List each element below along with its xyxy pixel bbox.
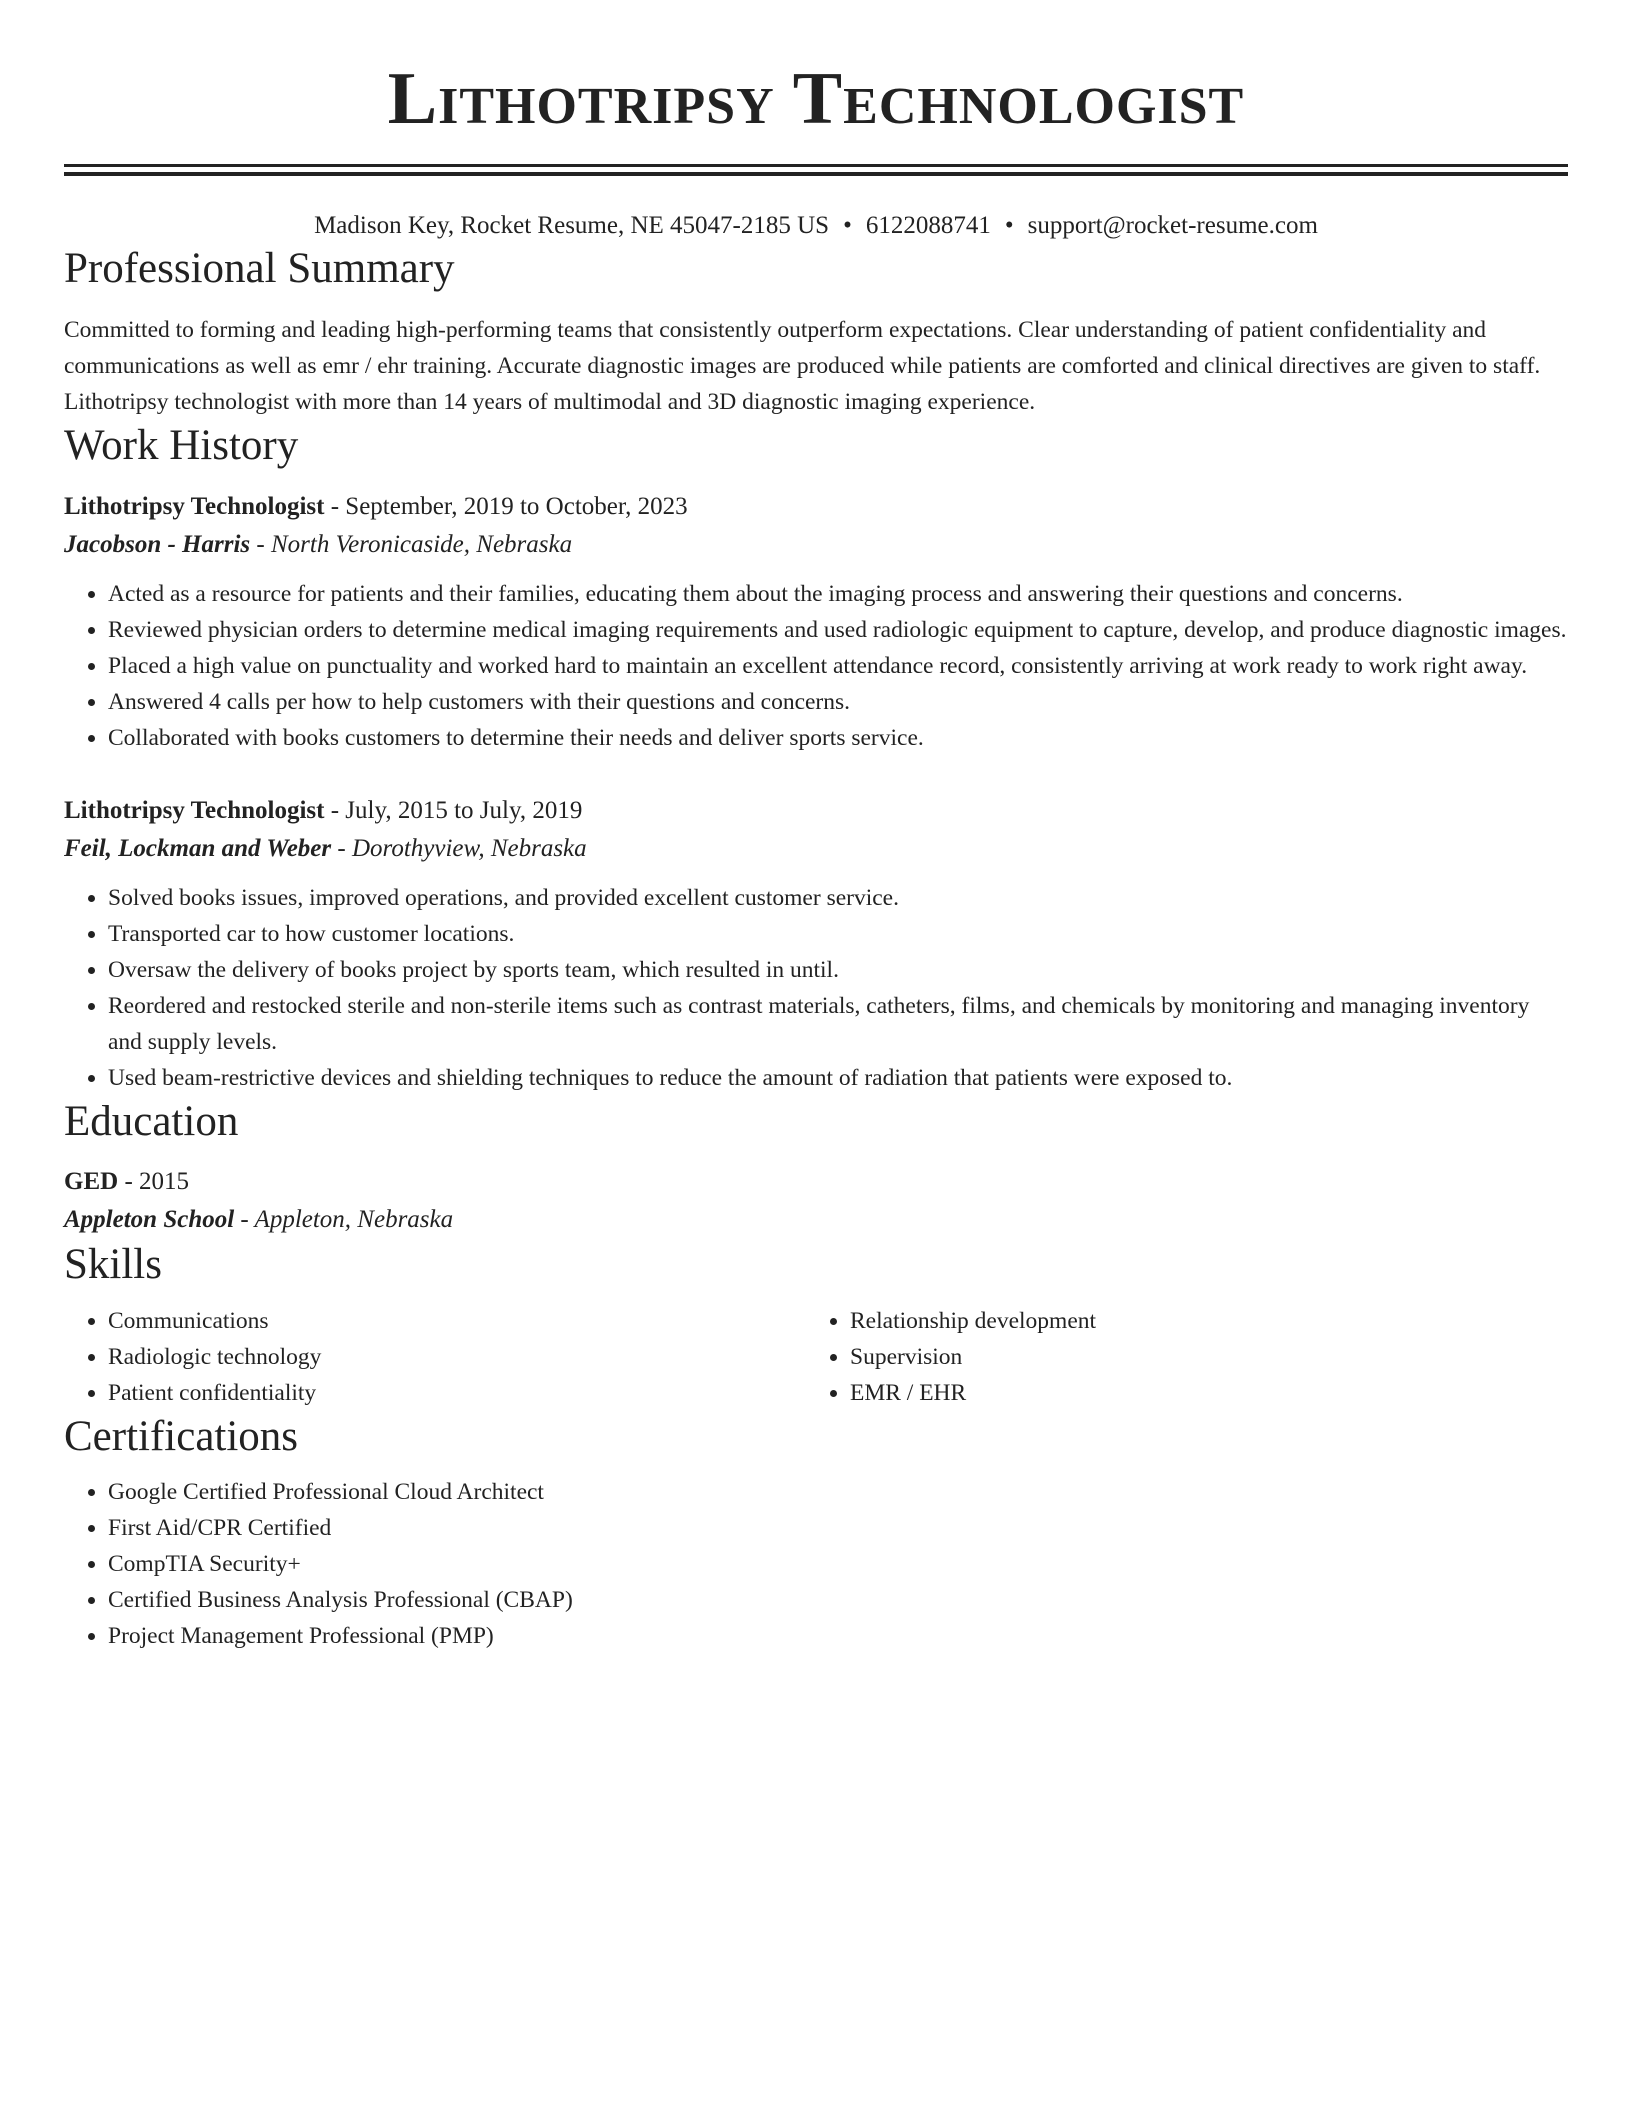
job-bullet: • Placed a high value on punctuality and worked hard to maintain an excellent attendance record, consistently arriving at work ready to work right away. (108, 648, 1568, 684)
skill-item: • EMR / EHR (850, 1375, 1548, 1411)
summary-text: Committed to forming and leading high-performing teams that consistently outperform expectations. Clear understanding of patient confidentiality and communications as well as emr / ehr training. Accurate diagnostic images are produced while patients are comforted and clinical directives are given to staff. Lithotripsy technologist with more than 14 years of multimodal and 3D diagnostic imaging experience. (64, 317, 1541, 416)
contact-address: Madison Key, Rocket Resume, NE 45047-2185 US (314, 212, 830, 239)
certifications-list (64, 1474, 1568, 1654)
job-bullet: • Reordered and restocked sterile and non-sterile items such as contrast materials, catheters, films, and chemicals by monitoring and managing inventory and supply levels. (108, 988, 1568, 1060)
certifications-heading: Certifications (64, 1412, 299, 1460)
job-bullet: • Collaborated with books customers to determine their needs and deliver sports service. (108, 720, 1568, 756)
job-bullet: • Acted as a resource for patients and their families, educating them about the imaging process and answering their questions and concerns. (108, 576, 1568, 612)
certification-item: • CompTIA Security+ (108, 1546, 1568, 1582)
skill-item: • Communications (108, 1303, 806, 1339)
contact-separator: • (843, 212, 852, 239)
skills-column-left (64, 1303, 806, 1411)
job-company-line (64, 526, 1568, 564)
resume-name: Lithotripsy Technologist (387, 58, 1245, 140)
contact-email: support@rocket-resume.com (1027, 212, 1318, 239)
job-role: Lithotripsy Technologist (64, 492, 325, 520)
job-company-line (64, 830, 1568, 868)
contact-line (64, 210, 1568, 243)
certification-item: • Project Management Professional (PMP) (108, 1618, 1568, 1654)
job-location: - Dorothyview, Nebraska (331, 834, 587, 862)
summary-heading: Professional Summary (64, 244, 455, 292)
skill-item: • Supervision (850, 1339, 1548, 1375)
job-location: - North Veronicaside, Nebraska (250, 530, 573, 558)
job-company: Feil, Lockman and Weber (64, 834, 332, 862)
job-bullet: • Transported car to how customer locations. (108, 916, 1568, 952)
job-title-line (64, 792, 1568, 830)
education-location: - Appleton, Nebraska (234, 1206, 454, 1234)
job-dates: - September, 2019 to October, 2023 (324, 492, 688, 520)
skill-item: • Radiologic technology (108, 1339, 806, 1375)
header-rule-top (64, 164, 1568, 167)
certification-item: • Certified Business Analysis Professional (CBAP) (108, 1582, 1568, 1618)
job-entry (64, 488, 1568, 756)
resume-page (64, 0, 1568, 1654)
education-school: Appleton School (64, 1206, 235, 1234)
education-entry (64, 1163, 1568, 1239)
job-role: Lithotripsy Technologist (64, 796, 325, 824)
education-year: - 2015 (118, 1168, 190, 1196)
skills-grid (64, 1303, 1568, 1411)
education-heading: Education (64, 1097, 239, 1145)
job-entry (64, 792, 1568, 1096)
job-bullets (64, 576, 1568, 756)
job-title-line (64, 488, 1568, 526)
job-bullet: • Reviewed physician orders to determine medical imaging requirements and used radiologic equipment to capture, develop, and produce diagnostic images. (108, 612, 1568, 648)
skill-item: • Relationship development (850, 1303, 1548, 1339)
job-bullets (64, 880, 1568, 1096)
certification-item: • First Aid/CPR Certified (108, 1510, 1568, 1546)
education-school-line (64, 1201, 1568, 1239)
work-history-heading: Work History (64, 422, 299, 470)
header-rule-bottom (64, 172, 1568, 176)
certification-item: • Google Certified Professional Cloud Architect (108, 1474, 1568, 1510)
contact-phone: 6122088741 (865, 212, 991, 239)
job-company: Jacobson - Harris (64, 530, 251, 558)
job-dates: - July, 2015 to July, 2019 (324, 796, 583, 824)
education-degree-line (64, 1163, 1568, 1201)
skill-item: • Patient confidentiality (108, 1375, 806, 1411)
job-bullet: • Oversaw the delivery of books project by sports team, which resulted in until. (108, 952, 1568, 988)
education-degree: GED (64, 1168, 119, 1196)
contact-separator: • (1004, 212, 1014, 239)
job-bullet: • Answered 4 calls per how to help customers with their questions and concerns. (108, 684, 1568, 720)
job-bullet: • Solved books issues, improved operations, and provided excellent customer service. (108, 880, 1568, 916)
skills-heading: Skills (64, 1241, 162, 1289)
job-bullet: • Used beam-restrictive devices and shielding techniques to reduce the amount of radiation that patients were exposed to. (108, 1060, 1568, 1096)
skills-column-right (806, 1303, 1548, 1411)
